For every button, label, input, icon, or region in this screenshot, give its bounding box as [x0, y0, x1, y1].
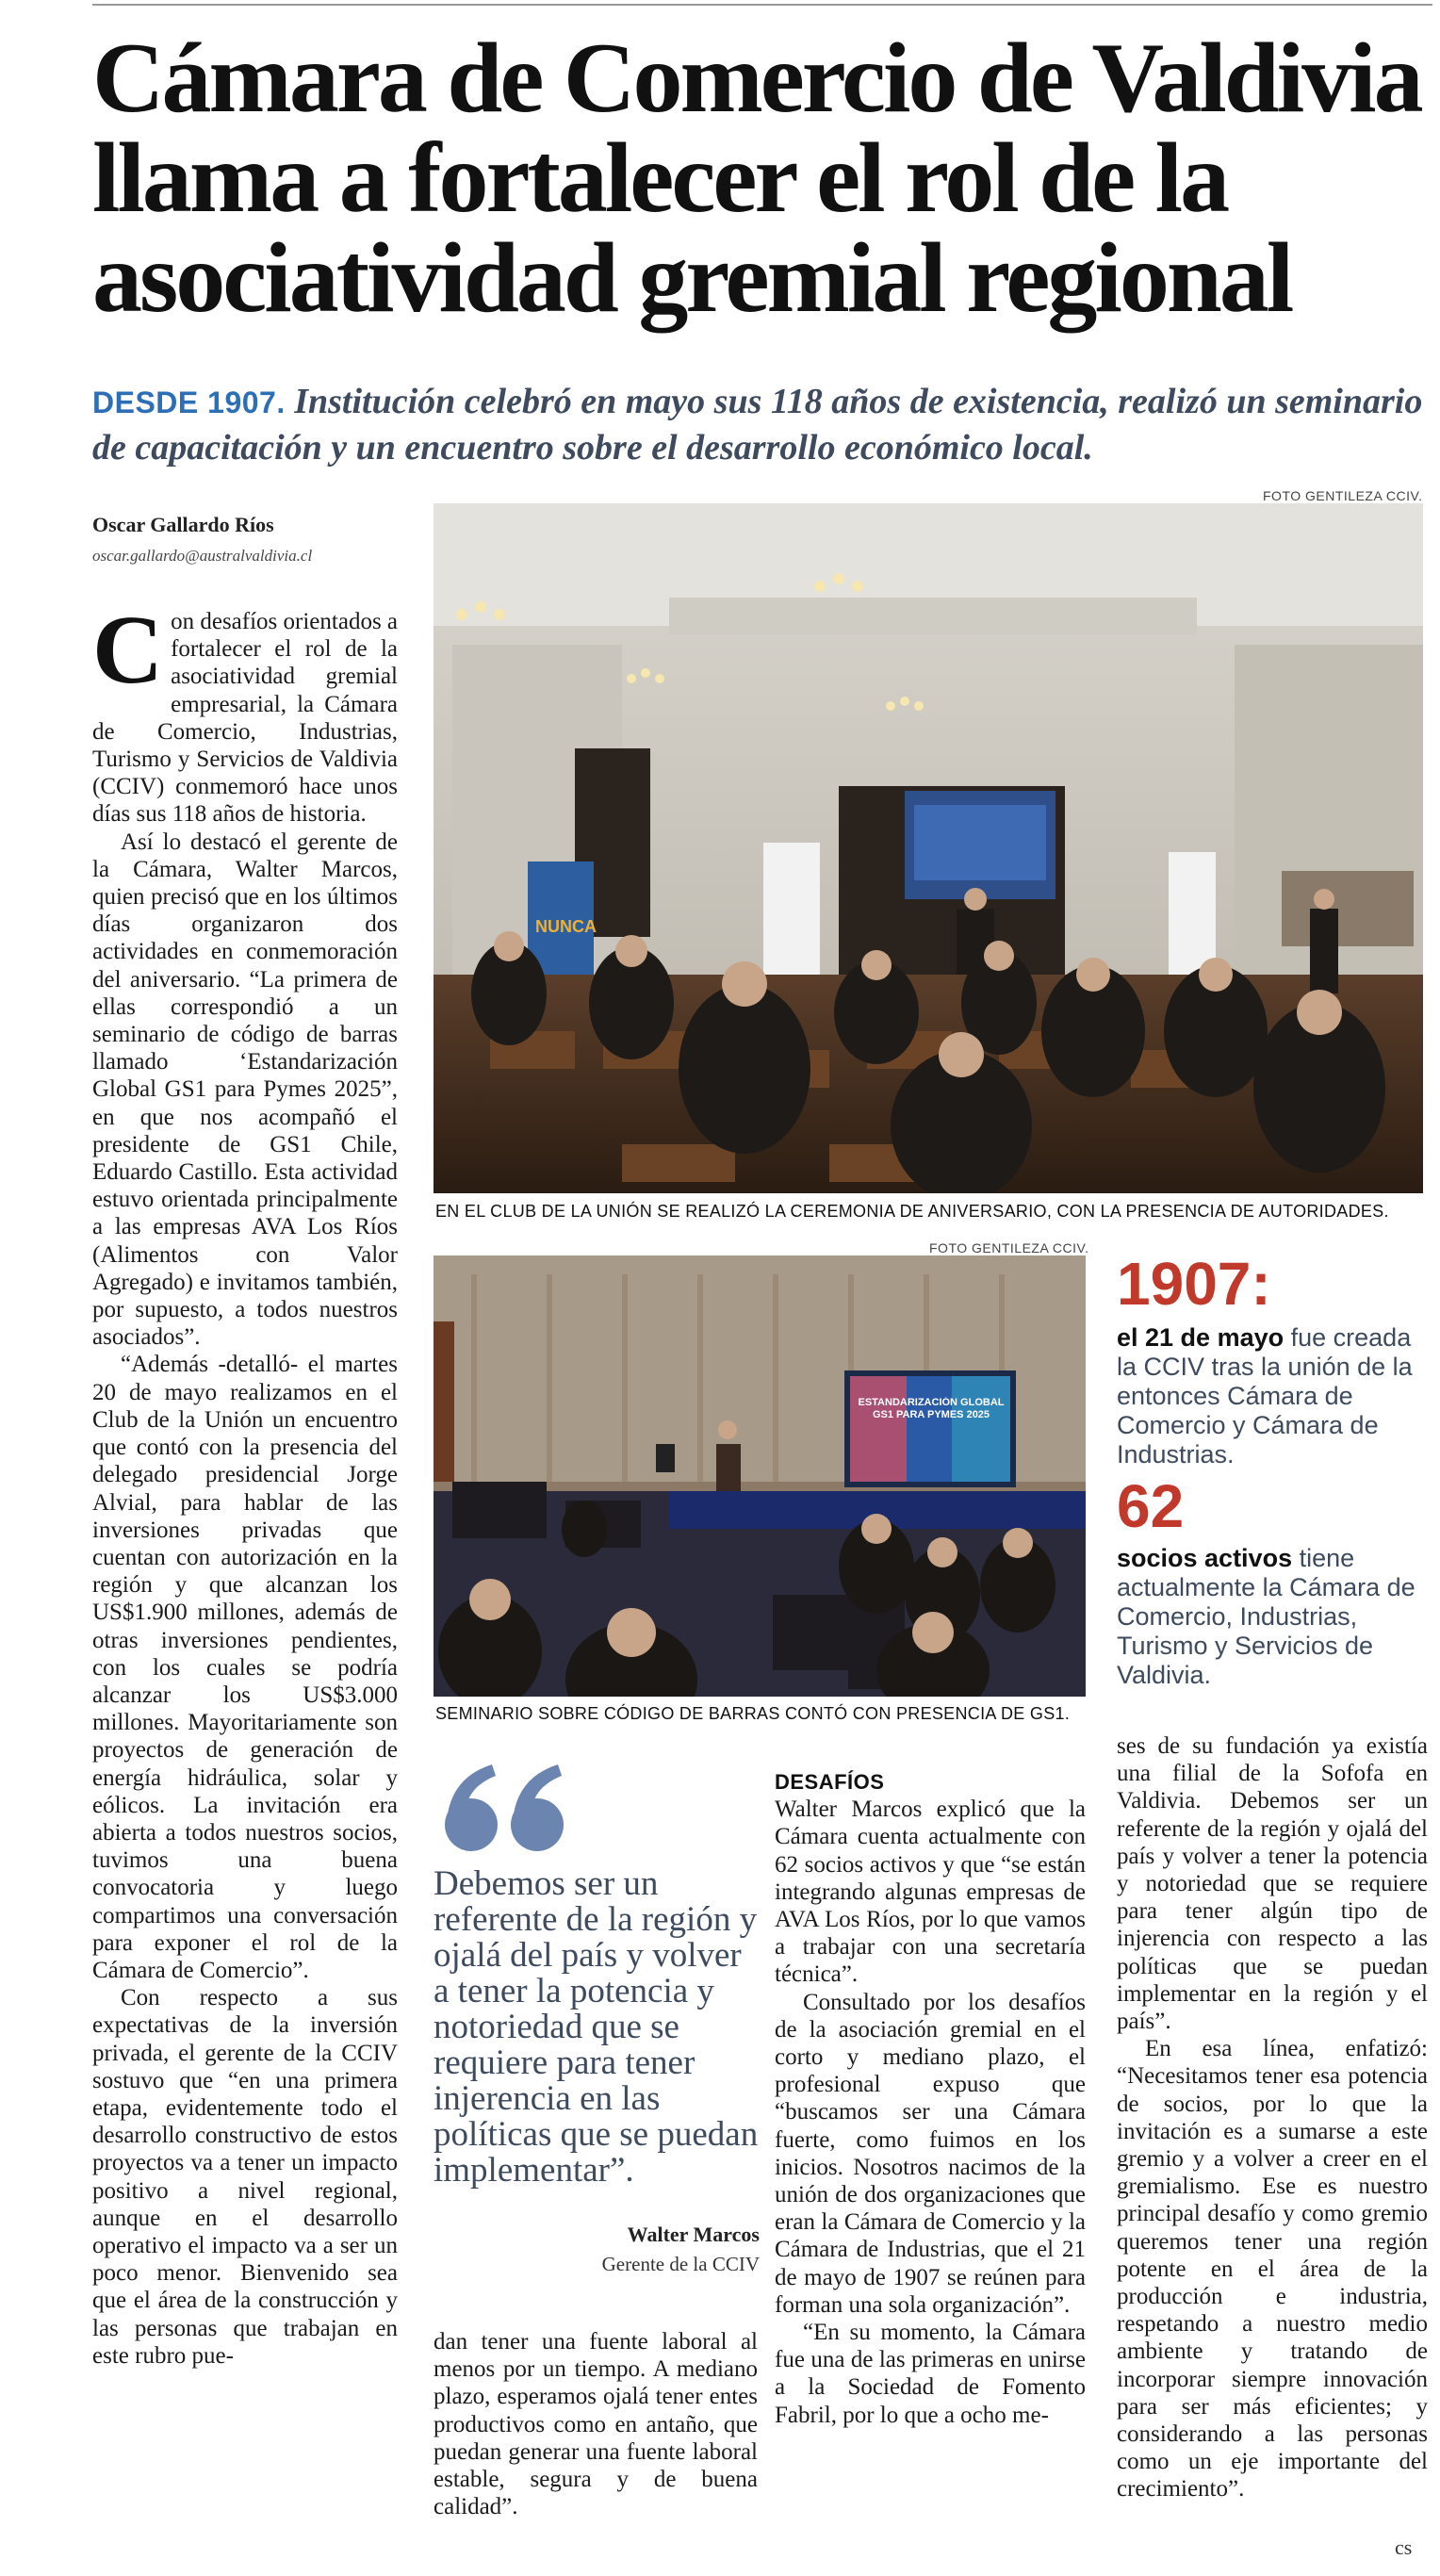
drop-cap: C	[92, 596, 164, 704]
headline-line-1: Cámara de Comercio de Valdivia	[92, 23, 1421, 133]
byline-email[interactable]: oscar.gallardo@australvaldivia.cl	[92, 547, 313, 565]
headline-line-2: llama a fortalecer el rol de la	[92, 123, 1228, 233]
photo-anniversary-ceremony	[434, 503, 1423, 1193]
paragraph-5: dan tener una fuente laboral al menos por un tiempo. A mediano plazo, esperamos ojalá tener entes productivos como en antaño, que puedan generar una fuente laboral estable, segura y de buena calidad”.	[434, 2329, 758, 2520]
pull-quote-text: Debemos ser un referente de la región y ojalá del país y volver a tener la potencia y notoriedad que se requiere para tener injerencia en las políticas que se puedan implementar”.	[434, 1864, 759, 2190]
byline-author: Oscar Gallardo Ríos	[92, 513, 274, 536]
paragraph-6: Walter Marcos explicó que la Cámara cuenta actualmente con 62 socios activos y que “se están integrando algunas empresas de AVA Los Ríos, por lo que vamos a trabajar con una secretaría técnica”.	[775, 1797, 1086, 1988]
photo-2-illustration	[434, 1255, 1086, 1697]
fact-1-number: 1907:	[1117, 1250, 1271, 1318]
deck	[92, 379, 1431, 470]
fact-2-number: 62	[1117, 1472, 1185, 1540]
article-column-1	[92, 596, 399, 2370]
photo-2-caption: SEMINARIO SOBRE CÓDIGO DE BARRAS CONTÓ CON PRESENCIA DE GS1.	[435, 1704, 1071, 1723]
subhead-desafios: DESAFÍOS	[775, 1770, 885, 1794]
paragraph-3: “Además -detalló- el martes 20 de mayo realizamos en el Club de la Unión un encuentro que contó con la presencia del delegado presidencial Jorge Alvial, para hablar de las inversiones privadas que cuentan con autorización en la región y que alcanzan los US$1.900 millones, además de otras inversiones pendientes, con los cuales se podría alcanzar los US$3.000 millones. Mayoritariamente son proyectos de generación de energía hidráulica, solar y eólicos. La invitación era abierta a todos nuestros socios, tuvimos una buena convocatoria y luego compartimos una conversación para exponer el rol de la Cámara de Comercio”.	[92, 1352, 398, 1983]
paragraph-10: En esa línea, enfatizó: “Necesitamos tener esa potencia de socios, por lo que la invitación es a sumarse a este gremio y a volver a creer en el gremialismo. Ese es nuestro principal desafío y como gremio queremos tener una región potente en el área de la producción e industria, respetando a nuestro medio ambiente y tratando de incorporar siempre innovación para ser más eficientes; y considerando a las personas como un eje importante del crecimiento”.	[1117, 2036, 1428, 2502]
article-column-2-bottom	[434, 2328, 758, 2520]
paragraph-1: on desafíos orientados a fortalecer el rol de la asociatividad gremial empresarial, la Cámara de Comercio, Industrias, Turismo y Servicios de Valdivia (CCIV) conmemoró hace unos días sus 118 años de historia.	[92, 609, 399, 828]
end-mark: cs	[1395, 2535, 1413, 2559]
deck-text: Institución celebró en mayo sus 118 años de existencia, realizó un seminario de capacitación y un encuentro sobre el desarrollo económico local.	[92, 382, 1423, 468]
fact-2-body: tiene actualmente la Cámara de Comercio, Industrias, Turismo y Servicios de Valdivia.	[1117, 1544, 1415, 1689]
headline	[92, 23, 1431, 333]
paragraph-9: ses de su fundación ya existía una filial de la Sofofa en Valdivia. Debemos ser un referente de la región y ojalá del país y volver a tener la potencia y notoriedad que se requiere para tener algún tipo de injerencia con respecto a las políticas que se puedan implementar en la región y el país”.	[1117, 1733, 1428, 2035]
pull-quote-author: Walter Marcos	[627, 2223, 760, 2246]
photo-1-credit: FOTO GENTILEZA CCIV.	[1263, 488, 1423, 503]
deck-kicker: DESDE 1907.	[92, 386, 286, 419]
photo-1-illustration	[434, 503, 1423, 1193]
fact-1-body: fue creada la CCIV tras la unión de la entonces Cámara de Comercio y Cámara de Industrias.	[1117, 1323, 1413, 1468]
fact-2-text	[1117, 1544, 1428, 1690]
quote-mark-icon	[434, 1759, 575, 1853]
fact-1-bold: el 21 de mayo	[1117, 1323, 1285, 1352]
fact-1-text	[1117, 1323, 1428, 1469]
fact-2-bold: socios activos	[1117, 1544, 1293, 1572]
pull-quote-role: Gerente de la CCIV	[601, 2253, 760, 2275]
photo-barcode-seminar	[434, 1255, 1086, 1697]
top-rule	[92, 4, 1432, 6]
paragraph-2: Así lo destacó el gerente de la Cámara, Walter Marcos, quien precisó que en los últimos días organizaron dos actividades en conmemoración del aniversario. “La primera de ellas correspondió a un seminario de código de barras llamado ‘Estandarización Global GS1 para Pymes 2025”, en que nos acompañó el presidente de GS1 Chile, Eduardo Castillo. Esta actividad estuvo orientada principalmente a las empresas AVA Los Ríos (Alimentos con Valor Agregado) e invitamos también, por supuesto, a todos nuestros asociados”.	[92, 829, 398, 1351]
screen-title: ESTANDARIZACIÓN GLOBAL GS1 PARA PYMES 2025	[858, 1397, 1005, 1420]
article-column-4	[1117, 1732, 1428, 2503]
headline-line-3: asociatividad gremial regional	[92, 222, 1292, 333]
article-column-3	[775, 1768, 1086, 2429]
paragraph-8: “En su momento, la Cámara fue una de las primeras en unirse a la Sociedad de Fomento Fabril, por lo que a ocho me-	[775, 2320, 1086, 2428]
photo-1-caption: EN EL CLUB DE LA UNIÓN SE REALIZÓ LA CEREMONIA DE ANIVERSARIO, CON LA PRESENCIA DE AUTORIDADES.	[435, 1202, 1389, 1221]
photo-2-credit: FOTO GENTILEZA CCIV.	[929, 1240, 1089, 1255]
banner-text: NUNCA	[535, 917, 597, 936]
paragraph-7: Consultado por los desafíos de la asociación gremial en el corto y mediano plazo, el profesional expuso que “buscamos ser una Cámara fuerte, como fuimos en los inicios. Nosotros nacimos de la unión de dos organizaciones que eran la Cámara de Comercio y la Cámara de Industrias, que el 21 de mayo de 1907 se reúnen para forman una sola organización”.	[775, 1989, 1086, 2318]
paragraph-4: Con respecto a sus expectativas de la inversión privada, el gerente de la CCIV sostuvo que “en una primera etapa, evidentemente todo el desarrollo constructivo de estos proyectos va a tener un impacto positivo a nivel regional, aunque en el desarrollo operativo el impacto va a ser un poco menor. Bienvenido sea que el área de la construcción y las personas que trabajan en este rubro pue-	[92, 1985, 398, 2369]
